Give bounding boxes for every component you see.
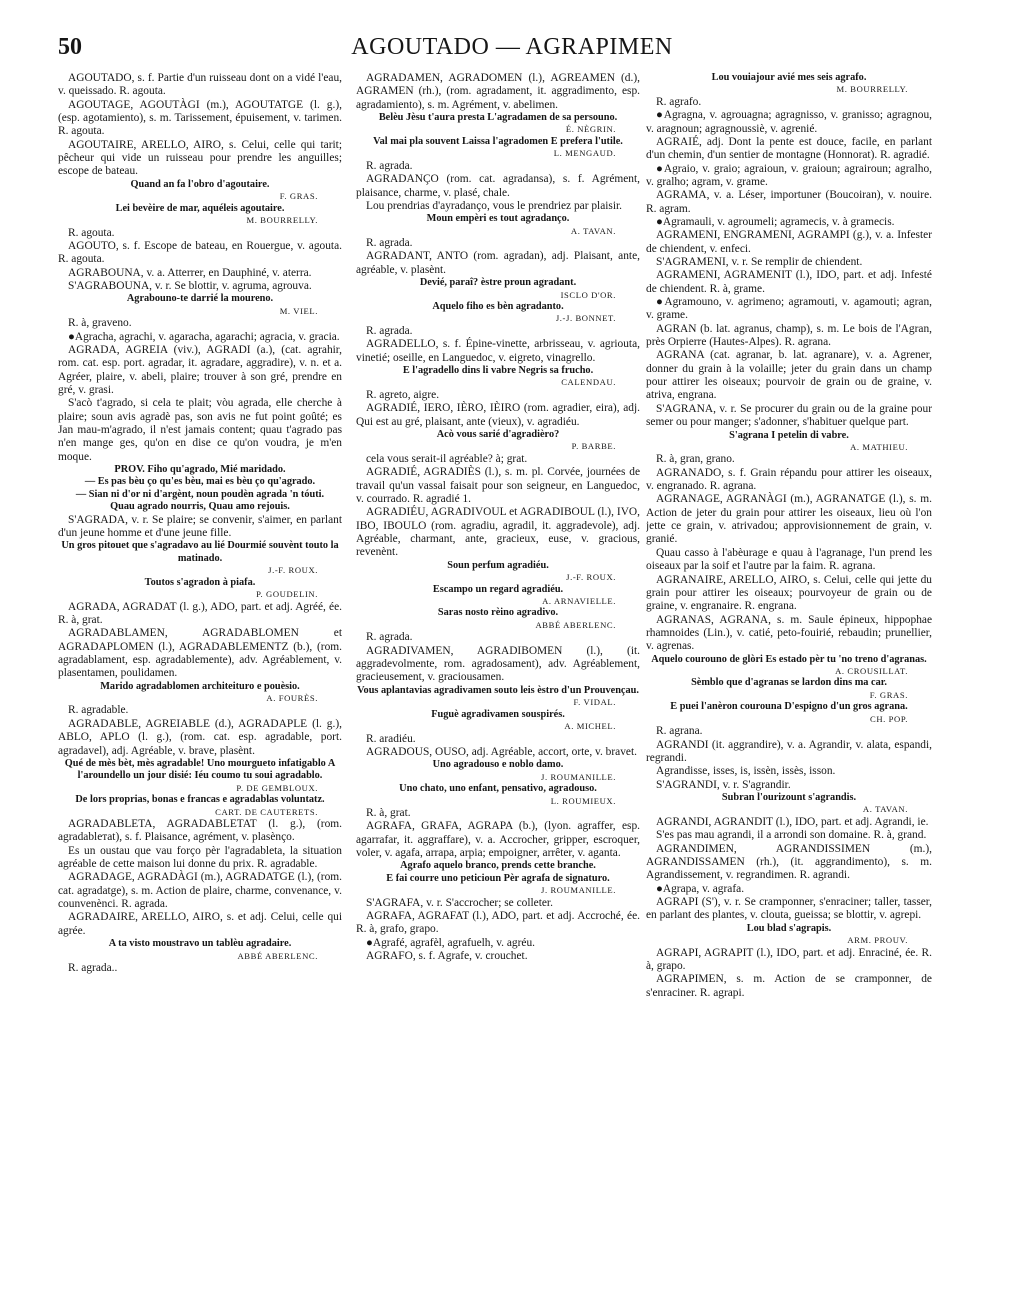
quotation-attribution: A. CROUSILLAT. [835,665,908,676]
quotation-attribution: É. NÈGRIN. [565,124,616,135]
quotation-attribution: CALENDAU. [561,377,616,388]
dictionary-entry: R. aradiéu. [366,732,416,745]
dictionary-entry: AGRAPIMEN, s. m. Action de se cramponner, de s'enraciner. R. agrapi. [646,973,932,999]
quotation: — Es pas bèu ço qu'es bèu, mai es bèu ço qu'agrado. [84,476,316,488]
quotation: PROV. Fiho qu'agrado, Mié maridado. [114,463,286,475]
dictionary-entry: AGRANA (cat. agranar, b. lat. agranare), v. a. Agrener, donner du grain à la volaille; jeter du grain dans un champ pour attirer les oiseaux; pourvoir de grain ou de graine, v. atriva, engrana. [646,349,932,402]
quotation-attribution: ARM. PROUV. [847,935,908,946]
dictionary-entry: AGRADELLO, s. f. Épine-vinette, arbrisseau, v. agriouta, vinetié; oseille, en Languedoc, v. eigreto, vinagrello. [356,338,640,364]
dictionary-entry: ●Agramauli, v. agroumeli; agramecis, v. à gramecis. [656,216,895,228]
quotation: Acò vous sarié d'agradièro? [436,428,560,440]
quotation: A ta visto moustravo un tablèu agradaire. [108,938,292,950]
quotation: Lou vouiajour avié mes seis agrafo. [711,72,867,83]
dictionary-entry: S'acò t'agrado, si cela te plait; vòu agrada, elle cherche à plaire; soun avis agradè pas, son avis ne fut point goûté; es Jan mau-m'agrado, il n'est jamais content; quau t'agrado pas n'en mange ges, qu'on en dise ce qu'on voudra, je m'en moque. [58,397,342,463]
running-title: AGOUTADO — AGRAPIMEN [351,34,673,60]
quotation-attribution: A. MICHEL. [564,721,616,731]
quotation: Uno agradouso e noblo damo. [432,759,564,771]
dictionary-entry: AGRAPI (S'), v. r. Se cramponner, s'enraciner; taller, tasser, en parlant des plantes, v. clouta, gueissa; se blottir, v. agrepi. [646,895,932,922]
quotation: Fuguè agradivamen souspirés. [431,708,565,720]
dictionary-entry: R. agrana. [656,725,703,738]
dictionary-entry: AGRANAGE, AGRANÀGI (m.), AGRANATGE (l.), s. m. Action de jeter du grain pour attirer les oiseaux, lieu où l'on jette ce grain, v. atrivadou; approvisionnement de grain, v. granié. [646,493,932,546]
dictionary-entry: AGRANAIRE, ARELLO, AIRO, s. Celui, celle qui jette du grain pour attirer les oiseaux; pourvoyeur de grain ou de graine, v. engranaire. R. engrana. [646,573,932,613]
dictionary-entry: R. à, grat. [366,807,411,819]
dictionary-entry: AGRAFA, GRAFA, AGRAPA (b.), (lyon. agraffer, esp. agarrafar, it. aggraffare), v. a. Accrocher, gripper, escroquer, voler, v. agafa, arrapa, arpia; empoigner, arrêter, v. aganta. [356,820,640,860]
dictionary-entry: AGRADANT, ANTO (rom. agradan), adj. Plaisant, ante, agréable, v. plasènt. [356,250,640,276]
dictionary-entry: AGOUTAGE, AGOUTÀGI (m.), AGOUTATGE (l. g.), (esp. agotamiento), s. m. Tarissement, épuisement, v. tarimen. R. agouta. [58,98,342,138]
dictionary-entry: ●Agraio, v. graio; agraioun, v. graioun; agrairoun; agralho, v. gralho; agram, v. grame. [646,162,932,188]
dictionary-entry: AGRAPI, AGRAPIT (l.), IDO, part. et adj. Enraciné, ée. R. à, grapo. [646,946,932,972]
quotation: — Sian ni d'or ni d'argènt, noun poudèn agrada 'n tóuti. [75,488,325,500]
quotation: E puei l'anèron courouna D'espigno d'un gros agrana. [670,701,908,713]
dictionary-entry: AGRADABLAMEN, AGRADABLOMEN et AGRADAPLOMEN (l.), AGRADABLEMENTZ (b.), (rom. agradablament, esp. agradablemente), adv. Agréablement, v. plasentamen, poulidamen. [58,627,342,680]
dictionary-entry: S'AGRAFA, v. r. S'accrocher; se colleter. [366,896,553,909]
quotation: Vous aplantavias agradivamen souto leis èstro d'un Prouvençau. [357,684,639,696]
dictionary-entry: AGRANDI, AGRANDIT (l.), IDO, part. et adj. Agrandi, ie. [656,815,929,828]
dictionary-entry: R. à, gran, grano. [656,453,735,466]
page-number: 50 [58,34,82,60]
dictionary-entry: AGRAMENI, ENGRAMENI, AGRAMPI (g.), v. a. Infester de chiendent, v. enfeci. [646,229,932,255]
quotation-attribution: CART. DE CAUTERETS. [215,806,318,817]
dictionary-entry: AGRANDIMEN, AGRANDISSIMEN (m.), AGRANDISSAMEN (rh.), (it. aggrandimento), s. m. Agrandissement, v. regrandimen. R. agrandi. [646,842,932,882]
quotation-attribution: M. BOURRELLY. [246,215,318,226]
quotation: Quand an fa l'obro d'agoutaire. [130,178,270,190]
quotation: Marido agradablomen architeituro e pouèsio. [100,680,300,692]
quotation: Quau agrado nourris, Quau amo rejouis. [110,501,290,513]
quotation: Agrabouno-te darrié la moureno. [126,293,274,305]
dictionary-entry: AGRAFO, s. f. Agrafe, v. crouchet. [366,950,528,963]
quotation: Soun perfum agradiéu. [447,559,549,571]
dictionary-entry: ●Agrapa, v. agrafa. [656,882,745,895]
dictionary-entry: S'AGRAMENI, v. r. Se remplir de chiendent. [656,256,863,269]
quotation-attribution: J.-F. ROUX. [566,572,616,582]
column-right [646,72,932,1297]
dictionary-entry: R. agrada. [366,159,413,172]
quotation-attribution: J. ROUMANILLE. [541,771,616,782]
quotation-attribution: ABBÉ ABERLENC. [535,619,616,630]
dictionary-entry: R. agrafo. [656,95,702,108]
quotation: Saras nosto rèino agradivo. [437,607,559,619]
dictionary-entry: S'AGRANA, v. r. Se procurer du grain ou de la graine pour semer ou pour manger; s'adonner, s'habituer quelque part. [646,402,932,429]
quotation-attribution: F. VIDAL. [573,697,616,708]
dictionary-entry: AGRADABLETA, AGRADABLETAT (l. g.), (rom. agradableтat), s. f. Plaisance, agrément, v. plasènço. [58,818,342,844]
dictionary-entry: AGRAMENI, AGRAMENIT (l.), IDO, part. et adj. Infesté de chiendent. R. à, grame. [646,269,932,295]
quotation: Subran l'ourizount s'agrandis. [721,792,857,803]
dictionary-entry: AGRADIVAMEN, AGRADIBOMEN (l.), (it. aggradevolmente, rom. agradosament), adv. Agréablement, gracieusement, v. graciousamen. [356,644,640,684]
dictionary-entry: AGRADAGE, AGRADÀGI (m.), AGRADATGE (l.), (rom. cat. agradatge), s. m. Action de plaire, charme, convenance, v. counvenènci. R. agrada. [58,871,342,911]
quotation-attribution: M. BOURRELLY. [836,84,908,95]
dictionary-entry: AGRADIÉ, AGRADIÈS (l.), s. m. pl. Corvée, journées de travail qu'un vassal faisait pour son seigneur, en Languedoc, v. courrado. R. agradié 1. [356,466,640,505]
dictionary-entry: AGRABOUNA, v. a. Atterrer, en Dauphiné, v. aterra. [68,266,312,279]
quotation-attribution: F. GRAS. [869,689,908,700]
quotation-attribution: A. FOURÈS. [266,692,318,703]
dictionary-entry: AGRADAIRE, ARELLO, AIRO, s. et adj. Celui, celle qui agrée. [58,911,342,937]
column-left [58,72,342,1297]
dictionary-entry: S'AGRADA, v. r. Se plaire; se convenir, s'aimer, en parlant d'un jeune homme et d'une jeune fille. [58,513,342,539]
quotation-attribution: ABBÉ ABERLENC. [237,950,318,961]
dictionary-entry: R. à, graveno. [68,317,132,330]
dictionary-entry: S'AGRABOUNA, v. r. Se blottir, v. agruma, agrouva. [68,279,312,292]
quotation: Belèu Jèsu t'aura presta L'agradamen de sa persouno. [378,112,618,124]
quotation-attribution: A. ARNAVIELLE. [542,595,616,606]
quotation: Aquelo fiho es bèn agradanto. [432,301,564,313]
dictionary-entry: AGRANDI (it. aggrandire), v. a. Agrandir, v. alata, espandi, regrandi. [646,738,932,764]
dictionary-entry: AGOUTAIRE, ARELLO, AIRO, s. Celui, celle qui tarit; pêcheur qui vide un ruisseau pour prendre les anguilles; escope de bateau. [58,138,342,178]
dictionary-entry: AGRADABLE, AGREIABLE (d.), AGRADAPLE (l. g.), ABLO, APLO (l. g.), (rom. cat. esp. agradable, port. agradavel), adj. Agréable, v. brave, plasènt. [58,717,342,757]
quotation: Uno chato, uno enfant, pensativo, agradouso. [399,783,597,795]
dictionary-entry: AGRADA, AGREIA (viv.), AGRADI (a.), (cat. agrahir, rom. cat. esp. port. agradar, it. agradare, aggradire), v. n. et a. Agréer, plaire, v. abeli, plaire; trouver à son gré, prendre en gré, v. grasi. [58,343,342,396]
quotation: E fai courre uno peticioun Pèr agrafa de signaturo. [386,872,610,884]
dictionary-entry: ●Agracha, agrachi, v. agaracha, agarachi; agracia, v. gracia. [68,330,340,343]
quotation-attribution: P. DE GEMBLOUX. [236,782,318,793]
quotation-attribution: J.-J. BONNET. [555,313,616,324]
quotation-attribution: F. GRAS. [279,191,318,202]
dictionary-entry: R. agreto, aigre. [366,388,440,401]
quotation-attribution: CH. POP. [870,713,908,724]
quotation: Lou blad s'agrapis. [746,922,832,934]
dictionary-entry: AGRANAS, AGRANA, s. m. Saule épineux, hippophae rhamnoides (Lin.), v. catié, peto-fouirié, rebaudin; prunellier, v. agrenas. [646,613,932,653]
quotation: Lei bevèire de mar, aquéleis agoutaire. [115,202,285,214]
dictionary-entry: AGRADIÉU, AGRADIVOUL et AGRADIBOUL (l.), IVO, IBO, IBOULO (rom. agradiu, agradil, it. aggradevole), adj. Agréable, charmant, ante, gracieux, euse, v. gracious, revenènt. [356,506,640,559]
dictionary-entry: AGRADIÉ, IERO, IÈRO, IÈIRO (rom. agradier, eira), adj. Qui est au gré, plaisant, ante (vieux), v. agradiéu. [356,402,640,428]
quotation-attribution: L. MENGAUD. [553,148,616,159]
column-middle [356,72,640,1297]
dictionary-entry: R. agrada.. [68,962,118,975]
dictionary-entry: R. agrada. [366,324,413,337]
dictionary-entry: Es un oustau que vau forço pèr l'agradableta, la situation agréable de cette maison lui donne du prix. R. agradable. [58,844,342,871]
dictionary-entry: AGRADA, AGRADAT (l. g.), ADO, part. et adj. Agréé, ée. R. à, grat. [58,600,342,626]
dictionary-entry: R. agrada. [366,237,413,250]
quotation: Un gros pitouet que s'agradavo au lié Dourmié souvènt touto la matinado. [61,540,339,564]
quotation: Moun empèri es tout agradanço. [426,213,570,225]
quotation-attribution: J. ROUMANILLE. [541,885,616,896]
dictionary-entry: AGRAMA, v. a. Léser, importuner (Boucoiran), v. nouire. R. agram. [646,189,932,215]
quotation: Devié, paraî? èstre proun agradant. [419,277,577,289]
dictionary-entry: AGRADANÇO (rom. cat. agradansa), s. f. Agrément, plaisance, charme, v. plasé, chale. [356,173,640,199]
dictionary-entry: AGRAFA, AGRAFAT (l.), ADO, part. et adj. Accroché, ée. R. à, grafo, grapo. [356,910,640,936]
quotation: Sèmblo que d'agranas se lardon dins ma car. [691,677,887,689]
dictionary-entry: Agrandisse, isses, is, issèn, issès, isson. [656,765,836,778]
dictionary-columns [58,72,978,1297]
quotation-attribution: P. GOUDELIN. [256,589,318,599]
dictionary-entry: AGRAIÉ, adj. Dont la pente est douce, facile, en parlant d'un chemin, d'un sentier de montagne (Honnorat). R. agradié. [646,135,932,162]
dictionary-entry: R. agradable. [68,704,129,717]
dictionary-entry: AGRAN (b. lat. agranus, champ), s. m. Le bois de l'Agran, près Orpierre (Hautes-Alpes). R. agrana. [646,322,932,349]
dictionary-entry: AGRADAMEN, AGRADOMEN (l.), AGREAMEN (d.), AGRAMEN (rh.), (rom. agradament, it. aggradimento, esp. agradamiento), s. m. Agrément, v. abelimen. [356,72,640,111]
quotation-attribution: P. BARBE. [571,441,616,452]
quotation-attribution: J.-F. ROUX. [268,565,318,576]
quotation-attribution: A. TAVAN. [570,225,616,236]
quotation-attribution: L. ROUMIEUX. [550,795,616,806]
dictionary-entry: R. agouta. [68,226,115,239]
quotation: De lors proprias, bonas e francas e agradablas voluntatz. [75,794,325,806]
quotation: Val mai pla souvent Laissa l'agradomen E prefera l'utile. [373,135,623,147]
dictionary-entry: ●Agrafé, agrafèl, agrafuelh, v. agréu. [366,936,535,949]
quotation: S'agrana I petelin di vabre. [729,429,849,441]
quotation-attribution: M. VIEL. [279,305,318,316]
dictionary-entry: AGOUTADO, s. f. Partie d'un ruisseau dont on a vidé l'eau, v. queissado. R. agouta. [58,72,342,98]
quotation-attribution: ISCLO D'OR. [560,289,616,300]
dictionary-entry: ●Agramouno, v. agrimeno; agramouti, v. agamouti; agran, v. grame. [646,296,932,322]
dictionary-entry: ●Agragna, v. agrouagna; agragnisso, v. granisso; agragnou, v. aragnoun; agragnoussiè, v. agrenié. [646,109,932,135]
dictionary-entry: S'AGRANDI, v. r. S'agrandir. [656,778,791,791]
dictionary-entry: AGRANADO, s. f. Grain répandu pour attirer les oiseaux, v. engranado. R. agrana. [646,466,932,493]
quotation: Qué de mès bèt, mès agradable! Uno mourgueto infatigablo A l'aroundello un jour disié: Iéu coumo tu soui agradablo. [64,757,336,782]
dictionary-entry: S'es pas mau agrandi, il a arrondi son domaine. R. à, grand. [656,829,927,842]
dictionary-entry: Quau casso à l'abèurage e quau à l'agranage, l'un prend les oiseaux par la soif et l'autre par la faim. R. agrana. [646,546,932,573]
quotation-attribution: A. TAVAN. [862,804,908,815]
quotation: E l'agradello dins li vabre Negris sa frucho. [402,365,594,376]
quotation: Agrafo aquelo branco, prends cette branche. [400,860,596,872]
quotation: Aquelo courouno de glòri Es estado pèr tu 'no treno d'agranas. [651,653,927,665]
dictionary-entry: AGRADOUS, OUSO, adj. Agréable, accort, orte, v. bravet. [366,745,637,758]
dictionary-entry: Lou prendrias d'ayradanço, vous le prendriez par plaisir. [366,199,623,212]
dictionary-entry: AGOUTO, s. f. Escope de bateau, en Rouergue, v. agouta. R. agouta. [58,239,342,266]
dictionary-entry: cela vous serait-il agréable? à; grat. [366,452,528,465]
dictionary-entry: R. agrada. [366,631,413,644]
quotation: Toutos s'agradon à piafa. [144,576,256,588]
quotation: Escampo un regard agradiéu. [432,583,564,595]
quotation-attribution: A. MATHIEU. [850,441,908,452]
